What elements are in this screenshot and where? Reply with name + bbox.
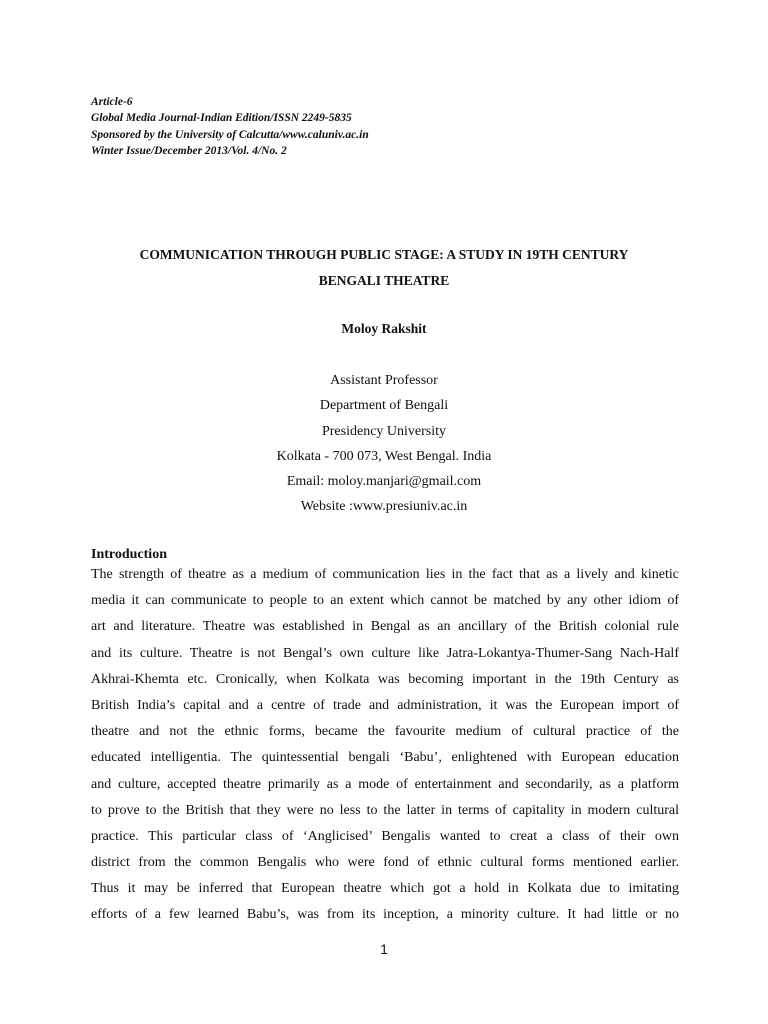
issue-line: Winter Issue/December 2013/Vol. 4/No. 2 bbox=[91, 144, 287, 157]
author-email: Email: moloy.manjari@gmail.com bbox=[286, 474, 482, 490]
body-line: British India’s capital and a centre of trade and administration, it was the European import of bbox=[91, 697, 679, 713]
author-name: Moloy Rakshit bbox=[341, 321, 427, 336]
body-line: Akhrai-Khemta etc. Cronically, when Kolkata was becoming important in the 19th Century as bbox=[91, 671, 679, 687]
body-line: Thus it may be inferred that European theatre which got a hold in Kolkata due to imitating bbox=[91, 881, 679, 897]
author-affiliation bbox=[91, 368, 677, 520]
journal-name: Global Media Journal-Indian Edition/ISSN 2249-5835 bbox=[91, 112, 352, 125]
body-line: district from the common Bengalis who were fond of ethnic cultural forms mentioned earlier. bbox=[91, 855, 679, 871]
body-line: theatre and not the ethnic forms, became the favourite medium of cultural practice of the bbox=[91, 724, 679, 740]
author-university: Presidency University bbox=[321, 423, 447, 439]
body-line: and its culture. Theatre is not Bengal’s own culture like Jatra-Lokantya-Thumer-Sang Nach-Half bbox=[91, 645, 679, 661]
body-line: efforts of a few learned Babu’s, was from its inception, a minority culture. It had little or no bbox=[91, 907, 679, 923]
author-address: Kolkata - 700 073, West Bengal. India bbox=[276, 448, 492, 464]
article-number: Article-6 bbox=[91, 96, 133, 108]
journal-header bbox=[91, 94, 369, 159]
body-line: art and literature. Theatre was established in Bengal as an ancillary of the British colonial rule bbox=[91, 619, 679, 635]
article-title bbox=[91, 242, 677, 293]
title-line-2: BENGALI THEATRE bbox=[318, 272, 450, 288]
author-position: Assistant Professor bbox=[330, 373, 438, 388]
body-line: practice. This particular class of ‘Anglicised’ Bengalis wanted to creat a class of their own bbox=[91, 828, 679, 844]
page-number: 1 bbox=[380, 941, 388, 957]
body-line: educated intelligentia. The quintessential bengali ‘Babu’, enlightened with European education bbox=[91, 750, 679, 766]
sponsor-line: Sponsored by the University of Calcutta/www.caluniv.ac.in bbox=[91, 128, 369, 141]
body-line: media it can communicate to people to an extent which cannot be matched by any other idiom of bbox=[91, 593, 679, 609]
title-line-1: COMMUNICATION THROUGH PUBLIC STAGE: A STUDY IN 19TH CENTURY bbox=[139, 247, 629, 262]
body-line: and culture, accepted theatre primarily as a mode of entertainment and secondarily, as a platform bbox=[91, 776, 679, 792]
author-website: Website :www.presiuniv.ac.in bbox=[300, 499, 468, 515]
author-department: Department of Bengali bbox=[319, 398, 449, 414]
body-line: to prove to the British that they were no less to the latter in terms of capitality in modern cultural bbox=[91, 802, 679, 818]
introduction-body bbox=[91, 562, 679, 929]
section-heading-introduction: Introduction bbox=[91, 547, 167, 562]
body-line: The strength of theatre as a medium of communication lies in the fact that as a lively and kinetic bbox=[91, 567, 679, 582]
